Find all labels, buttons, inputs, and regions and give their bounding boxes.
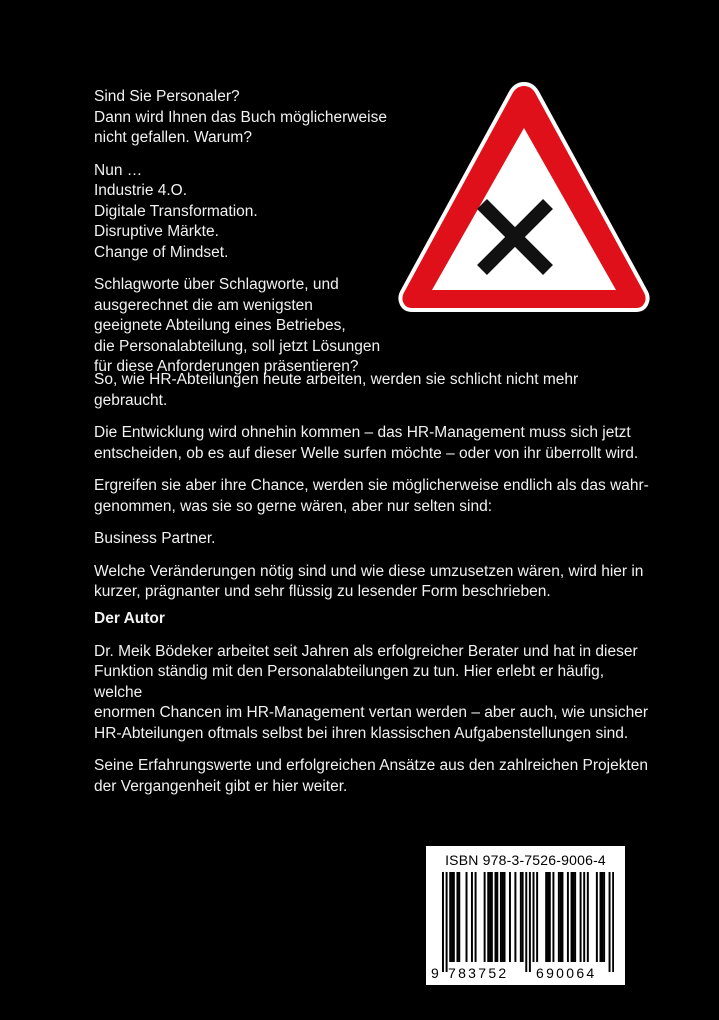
main-line: entscheiden, ob es auf dieser Welle surfen möchte – oder von ihr überrollt wird. bbox=[94, 444, 639, 462]
barcode-bar bbox=[583, 872, 585, 962]
barcode-digit-first: 9 bbox=[431, 965, 439, 981]
main-text bbox=[94, 370, 654, 615]
barcode-bar bbox=[533, 872, 535, 962]
barcode-bar bbox=[504, 872, 506, 962]
barcode-bar bbox=[552, 872, 554, 962]
intro-line: die Personalabteilung, soll jetzt Lösungen bbox=[94, 337, 381, 355]
buzzword-item: Disruptive Märkte. bbox=[94, 223, 219, 240]
author-line: Funktion ständig mit den Personalabteilungen zu tun. Hier erlebt er häufig, welche bbox=[94, 663, 605, 701]
barcode-bar bbox=[449, 872, 451, 962]
barcode-bar bbox=[545, 872, 547, 962]
main-paragraph bbox=[94, 476, 654, 517]
intro-line: für diese Anforderungen präsentieren? bbox=[94, 358, 359, 375]
barcode-bar bbox=[446, 872, 448, 972]
intro-line: Dann wird Ihnen das Buch möglicherweise bbox=[94, 108, 387, 126]
intro-line: nicht gefallen. Warum? bbox=[94, 129, 252, 146]
barcode-bar bbox=[451, 872, 453, 962]
barcode-bar bbox=[580, 872, 582, 962]
intro-question bbox=[94, 87, 394, 149]
barcode-bar bbox=[571, 872, 573, 962]
main-paragraph bbox=[94, 423, 654, 464]
author-line: enormen Chancen im HR-Management vertan werden – aber auch, wie unsicher bbox=[94, 704, 648, 721]
barcode-bar bbox=[596, 872, 598, 962]
main-line: Ergreifen sie aber ihre Chance, werden sie möglicherweise endlich als das wahr- bbox=[94, 477, 649, 494]
barcode-bar bbox=[484, 872, 486, 962]
author-paragraph bbox=[94, 642, 654, 745]
intro-line: Sind Sie Personaler? bbox=[94, 88, 240, 105]
author-line: Seine Erfahrungswerte und erfolgreichen Ansätze aus den zahlreichen Projekten bbox=[94, 757, 649, 774]
buzzword-list bbox=[94, 161, 394, 264]
isbn-barcode bbox=[426, 846, 625, 985]
intro-line: Schlagworte über Schlagworte, und bbox=[94, 276, 339, 293]
barcode-bar bbox=[587, 872, 589, 962]
barcode-bar bbox=[560, 872, 562, 962]
barcode-bar bbox=[471, 872, 473, 962]
barcode-bar bbox=[489, 872, 491, 962]
barcode-bar bbox=[601, 872, 603, 962]
barcode-bar bbox=[547, 872, 549, 962]
barcode-bar bbox=[561, 872, 563, 962]
barcode-bar bbox=[496, 872, 498, 962]
barcode-bar bbox=[612, 872, 614, 972]
barcode-bar bbox=[502, 872, 504, 962]
buzzword-item: Nun … bbox=[94, 161, 143, 179]
barcode-bar bbox=[456, 872, 458, 962]
barcode-bar bbox=[603, 872, 605, 962]
barcode-bar bbox=[549, 872, 551, 962]
barcode-bar bbox=[458, 872, 460, 962]
main-line: kurzer, prägnanter und sehr flüssig zu lesender Form beschrieben. bbox=[94, 583, 551, 600]
barcode-bar bbox=[600, 872, 602, 962]
author-line: HR-Abteilungen oftmals selbst bei ihren klassischen Aufgabenstellungen sind. bbox=[94, 724, 629, 742]
barcode-bar bbox=[466, 872, 468, 962]
buzzword-item: Industrie 4.O. bbox=[94, 182, 188, 199]
barcode-bar bbox=[574, 872, 576, 962]
main-paragraph: Business Partner. bbox=[94, 530, 216, 547]
barcode-digits-right: 690064 bbox=[536, 965, 597, 981]
barcode-bar bbox=[491, 872, 493, 962]
author-paragraph bbox=[94, 756, 654, 797]
warning-sign-icon bbox=[394, 76, 654, 318]
barcode-bar bbox=[509, 872, 511, 962]
barcode-bar bbox=[609, 872, 611, 972]
barcode-bar bbox=[487, 872, 489, 962]
main-paragraph: So, wie HR-Abteilungen heute arbeiten, werden sie schlicht nicht mehr gebraucht. bbox=[94, 371, 579, 409]
intro-text bbox=[94, 87, 394, 390]
main-line: genommen, was sie so gerne wären, aber nur selten sind: bbox=[94, 497, 493, 515]
barcode-digits-left: 783752 bbox=[448, 965, 509, 981]
barcode-bar bbox=[475, 872, 477, 962]
author-section bbox=[94, 609, 654, 809]
isbn-label: ISBN 978-3-7526-9006-4 bbox=[445, 852, 606, 868]
barcode-bar bbox=[558, 872, 560, 962]
author-line: der Vergangenheit gibt er hier weiter. bbox=[94, 777, 348, 795]
barcode-bar bbox=[520, 872, 522, 962]
author-line: Dr. Meik Bödeker arbeitet seit Jahren als erfolgreicher Berater und hat in dieser bbox=[94, 642, 638, 660]
barcode-bars bbox=[442, 872, 614, 972]
buzzword-item: Digitale Transformation. bbox=[94, 202, 258, 220]
barcode-bar bbox=[567, 872, 569, 962]
barcode-bar bbox=[572, 872, 574, 962]
author-heading: Der Autor bbox=[94, 610, 165, 627]
main-line: Welche Veränderungen nötig sind und wie diese umzusetzen wären, wird hier in bbox=[94, 562, 644, 580]
barcode-bar bbox=[529, 872, 531, 972]
intro-line: ausgerechnet die am wenigsten bbox=[94, 296, 313, 314]
main-line: Die Entwicklung wird ohnehin kommen – das HR-Management muss sich jetzt bbox=[94, 424, 631, 441]
barcode-bar bbox=[522, 872, 524, 962]
barcode-bar bbox=[525, 872, 527, 972]
barcode-bar bbox=[442, 872, 444, 972]
barcode-bar bbox=[495, 872, 497, 962]
barcode-bar bbox=[514, 872, 516, 962]
main-paragraph bbox=[94, 562, 654, 603]
intro-paragraph bbox=[94, 275, 394, 378]
barcode-bar bbox=[536, 872, 538, 962]
buzzword-item: Change of Mindset. bbox=[94, 243, 229, 261]
barcode-bar bbox=[453, 872, 455, 962]
intro-line: geeignete Abteilung eines Betriebes, bbox=[94, 317, 346, 334]
barcode-bar bbox=[500, 872, 502, 962]
